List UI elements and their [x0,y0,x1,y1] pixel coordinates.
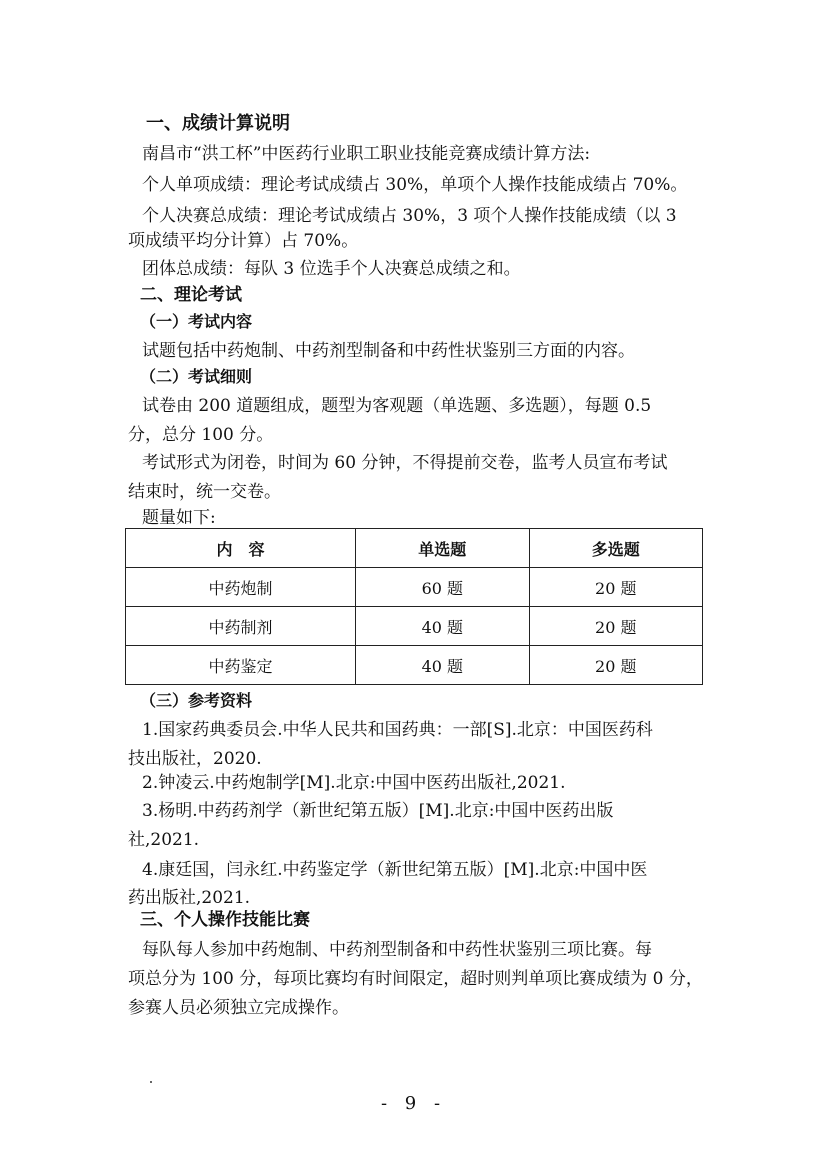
section-2-heading: 二、理论考试 [140,285,242,305]
table-cell: 20 题 [529,646,702,685]
table-cell: 40 题 [356,646,529,685]
table-cell: 中药鉴定 [126,646,356,685]
paragraph-continued: 参赛人员必须独立完成操作。 [128,998,349,1018]
reference-item: 4.康廷国，闫永红.中药鉴定学（新世纪第五版）[M].北京:中国中医 [142,860,648,880]
table-header-row [126,529,703,568]
subsection-heading: （一）考试内容 [140,312,253,331]
table-cell: 中药制剂 [126,607,356,646]
reference-item-continued: 社,2021. [128,830,200,850]
paragraph-continued: 分，总分 100 分。 [128,425,274,445]
paragraph: 题量如下: [142,508,216,528]
paragraph-continued: 项成绩平均分计算）占 70%。 [128,231,359,251]
paragraph: 考试形式为闭卷，时间为 60 分钟，不得提前交卷，监考人员宣布考试 [142,453,668,473]
reference-item: 2.钟凌云.中药炮制学[M].北京:中国中医药出版社,2021. [142,773,566,793]
table-row [126,646,703,685]
paragraph-continued: 项总分为 100 分，每项比赛均有时间限定，超时则判单项比赛成绩为 0 分， [128,969,703,989]
paragraph: 个人决赛总成绩：理论考试成绩占 30%，3 项个人操作技能成绩（以 3 [142,206,677,226]
paragraph: 个人单项成绩：理论考试成绩占 30%，单项个人操作技能成绩占 70%。 [142,175,688,195]
table-cell: 中药炮制 [126,568,356,607]
reference-item-continued: 药出版社,2021. [128,888,251,908]
paragraph-continued: 结束时，统一交卷。 [128,482,281,502]
paragraph: 南昌市“洪工杯”中医药行业职工职业技能竞赛成绩计算方法: [142,144,591,164]
table-cell: 20 题 [529,568,702,607]
section-1-heading: 一、成绩计算说明 [146,113,290,134]
page-number: - 9 - [380,1093,447,1114]
stray-dot [150,1081,152,1083]
question-count-table [125,528,703,685]
reference-item: 1.国家药典委员会.中华人民共和国药典：一部[S].北京：中国医药科 [142,720,653,740]
table-cell: 40 题 [356,607,529,646]
table-cell: 20 题 [529,607,702,646]
table-header-cell: 单选题 [356,529,529,568]
table-row [126,568,703,607]
table-cell: 60 题 [356,568,529,607]
table-header-cell: 多选题 [529,529,702,568]
subsection-heading: （二）考试细则 [140,367,253,386]
paragraph: 试题包括中药炮制、中药剂型制备和中药性状鉴别三方面的内容。 [142,341,635,361]
reference-item: 3.杨明.中药药剂学（新世纪第五版）[M].北京:中国中医药出版 [142,801,614,821]
table-row [126,607,703,646]
paragraph: 团体总成绩：每队 3 位选手个人决赛总成绩之和。 [142,259,521,279]
paragraph: 试卷由 200 道题组成，题型为客观题（单选题、多选题），每题 0.5 [142,396,652,416]
subsection-heading: （三）参考资料 [140,691,253,710]
reference-item-continued: 技出版社，2020. [128,749,262,769]
table-header-cell: 内 容 [126,529,356,568]
paragraph: 每队每人参加中药炮制、中药剂型制备和中药性状鉴别三项比赛。每 [142,940,652,960]
section-3-heading: 三、个人操作技能比赛 [140,910,310,930]
